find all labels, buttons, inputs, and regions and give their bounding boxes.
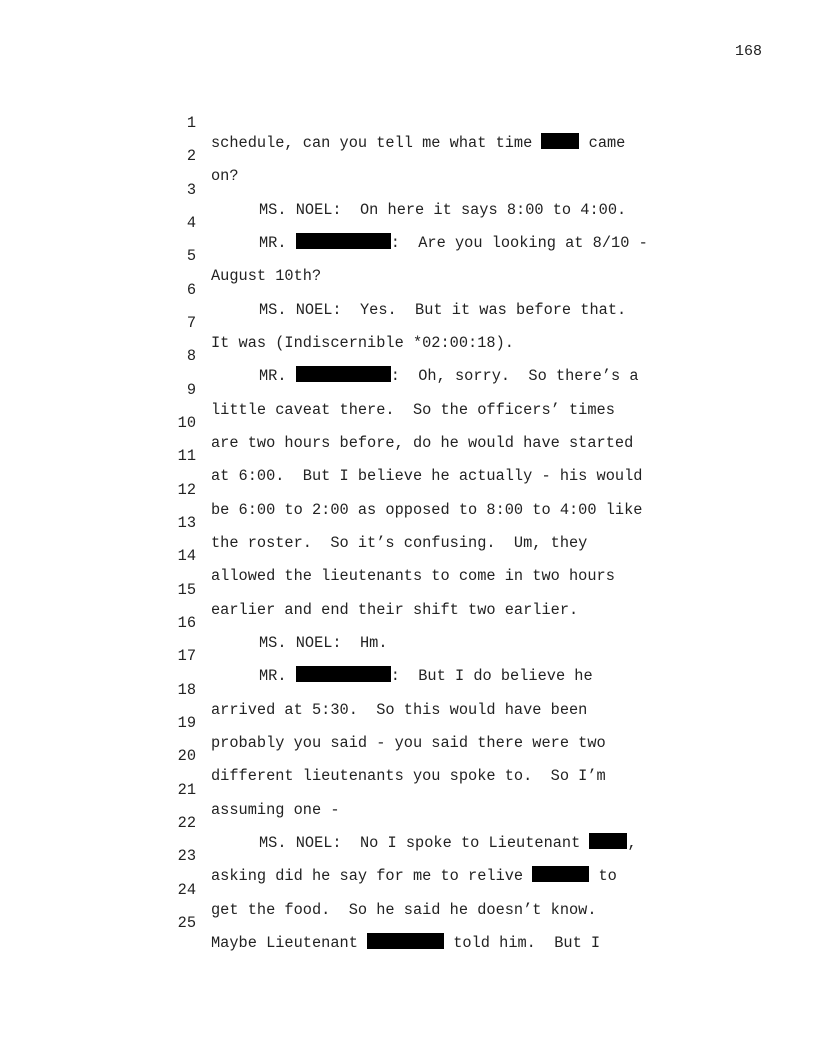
page-number: 168 [734, 43, 762, 60]
redaction-box [532, 866, 589, 882]
line-number: 5 [186, 247, 196, 265]
redaction-box [367, 933, 444, 949]
line-text: asking did he say for me to relive to [211, 867, 617, 885]
line-number: 18 [177, 681, 196, 699]
line-text: Maybe Lieutenant told him. But I [211, 934, 601, 952]
line-text: arrived at 5:30. So this would have been [211, 701, 588, 719]
line-text: MS. NOEL: On here it says 8:00 to 4:00. [259, 201, 627, 219]
line-number: 2 [186, 147, 196, 165]
line-number: 24 [177, 881, 196, 899]
redaction-box [296, 366, 391, 382]
redaction-box [541, 133, 579, 149]
line-number: 4 [186, 214, 196, 232]
line-text: MR. : Are you looking at 8/10 - [259, 234, 648, 252]
line-number: 9 [186, 381, 196, 399]
transcript-line [0, 93, 626, 152]
line-number: 20 [177, 747, 196, 765]
line-number: 1 [186, 114, 196, 132]
line-text: MR. : But I do believe he [259, 667, 593, 685]
redaction-box [589, 833, 627, 849]
line-text: MR. : Oh, sorry. So there’s a [259, 367, 639, 385]
line-text: at 6:00. But I believe he actually - his would [211, 467, 643, 485]
line-number: 10 [177, 414, 196, 432]
line-number: 16 [177, 614, 196, 632]
line-text: August 10th? [211, 267, 322, 285]
transcript-line [0, 226, 322, 285]
transcript-line [0, 760, 340, 819]
line-text: allowed the lieutenants to come in two hours [211, 567, 615, 585]
line-text: get the food. So he said he doesn’t know. [211, 901, 597, 919]
line-number: 22 [177, 814, 196, 832]
line-number: 17 [177, 647, 196, 665]
line-number: 12 [177, 481, 196, 499]
line-text: It was (Indiscernible *02:00:18). [211, 334, 514, 352]
line-text: on? [211, 167, 239, 185]
line-text: earlier and end their shift two earlier. [211, 601, 579, 619]
line-number: 23 [177, 847, 196, 865]
line-text: MS. NOEL: Hm. [259, 634, 388, 652]
line-text: be 6:00 to 2:00 as opposed to 8:00 to 4:00 like [211, 501, 643, 519]
line-text: little caveat there. So the officers’ times [211, 401, 615, 419]
line-number: 7 [186, 314, 196, 332]
line-number: 14 [177, 547, 196, 565]
line-text: assuming one - [211, 801, 340, 819]
line-number: 3 [186, 181, 196, 199]
line-text: MS. NOEL: Yes. But it was before that. [259, 301, 627, 319]
line-text: probably you said - you said there were two [211, 734, 606, 752]
transcript-line [0, 126, 239, 185]
line-number: 8 [186, 347, 196, 365]
line-number: 6 [186, 281, 196, 299]
redaction-box [296, 233, 391, 249]
line-number: 25 [177, 914, 196, 932]
line-number: 13 [177, 514, 196, 532]
transcript-line [0, 160, 627, 219]
line-number: 19 [177, 714, 196, 732]
line-number: 21 [177, 781, 196, 799]
line-text: the roster. So it’s confusing. Um, they [211, 534, 588, 552]
line-text: schedule, can you tell me what time came [211, 134, 626, 152]
line-number: 15 [177, 581, 196, 599]
line-number: 11 [177, 447, 196, 465]
line-text: MS. NOEL: No I spoke to Lieutenant , [259, 834, 637, 852]
transcript-line [0, 593, 388, 652]
line-text: different lieutenants you spoke to. So I’m [211, 767, 606, 785]
redaction-box [296, 666, 391, 682]
line-text: are two hours before, do he would have started [211, 434, 634, 452]
